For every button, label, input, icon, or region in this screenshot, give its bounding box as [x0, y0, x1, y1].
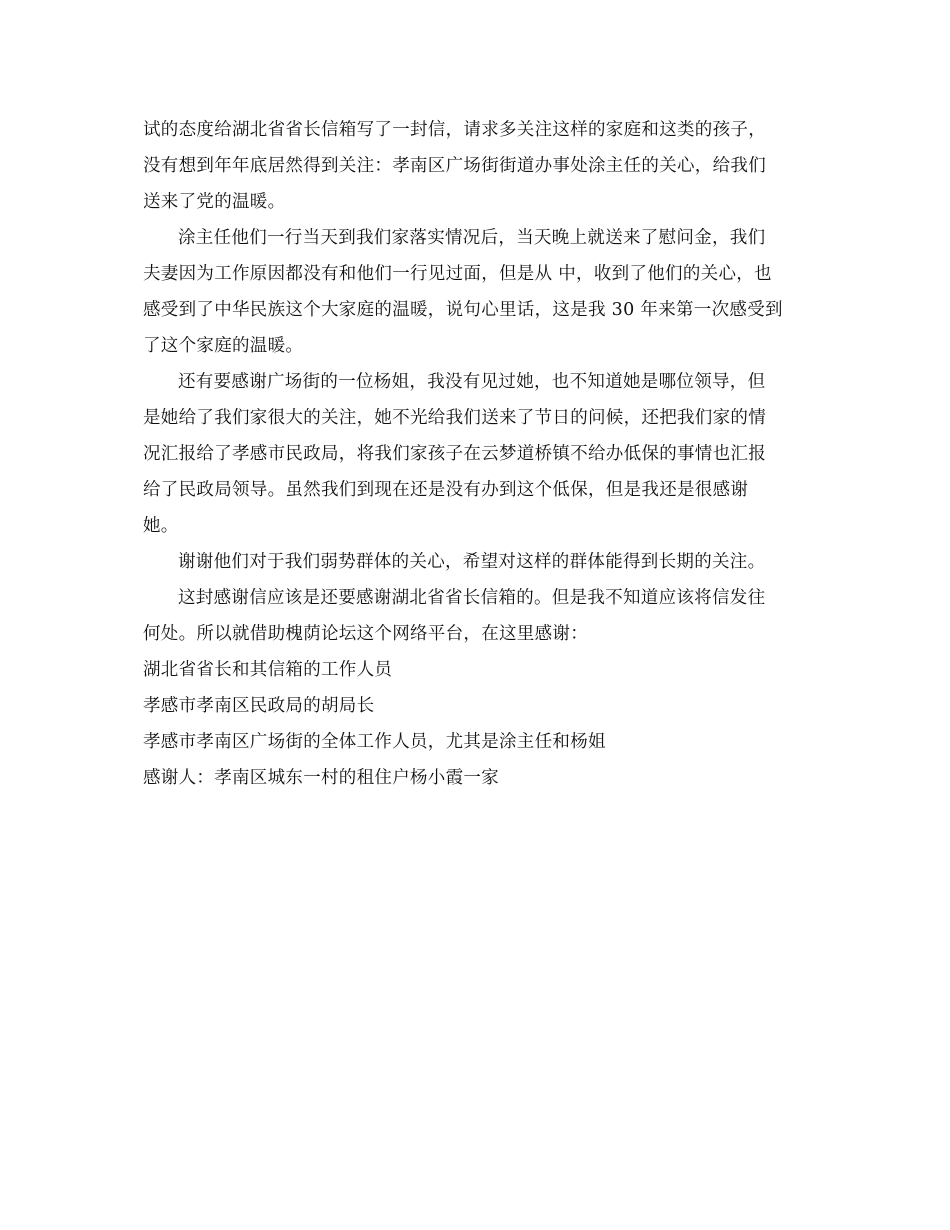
- paragraph-4: [143, 544, 823, 580]
- letter-body: [143, 112, 823, 796]
- paragraph-5: [143, 580, 823, 652]
- text-line: 她。: [143, 516, 179, 536]
- text-line: 试的态度给湖北省省长信箱写了一封信，请求多关注这样的家庭和这类的孩子，: [143, 120, 766, 140]
- text-line: 谢谢他们对于我们弱势群体的关心，希望对这样的群体能得到长期的关注。: [178, 552, 766, 572]
- thanks-item: 孝感市孝南区广场街的全体工作人员，尤其是涂主任和杨姐: [143, 732, 606, 752]
- text-line: 夫妻因为工作原因都没有和他们一行见过面，但是从 中，收到了他们的关心，也: [143, 264, 772, 284]
- text-line: 给了民政局领导。虽然我们到现在还是没有办到这个低保，但是我还是很感谢: [143, 480, 749, 500]
- text-line: 况汇报给了孝感市民政局，将我们家孩子在云梦道桥镇不给办低保的事情也汇报: [143, 444, 766, 464]
- text-line: 还有要感谢广场街的一位杨姐，我没有见过她，也不知道她是哪位领导，但: [178, 372, 766, 392]
- text-line: 感受到了中华民族这个大家庭的温暖，说句心里话，这是我 30 年来第一次感受到: [143, 300, 783, 320]
- paragraph-1: [143, 112, 823, 220]
- text-line: 何处。所以就借助槐荫论坛这个网络平台，在这里感谢：: [143, 624, 588, 644]
- paragraph-3: [143, 364, 823, 544]
- signature-line: 感谢人：孝南区城东一村的租住户杨小霞一家: [143, 768, 499, 788]
- text-line: 涂主任他们一行当天到我们家落实情况后，当天晚上就送来了慰问金，我们: [178, 228, 766, 248]
- text-line: 送来了党的温暖。: [143, 192, 286, 212]
- thanks-item: 孝感市孝南区民政局的胡局长: [143, 696, 375, 716]
- text-line: 了这个家庭的温暖。: [143, 336, 304, 356]
- text-line: 这封感谢信应该是还要感谢湖北省省长信箱的。但是我不知道应该将信发往: [178, 588, 766, 608]
- text-line: 没有想到年年底居然得到关注：孝南区广场街街道办事处涂主任的关心，给我们: [143, 156, 766, 176]
- paragraph-2: [143, 220, 823, 364]
- text-line: 是她给了我们家很大的关注，她不光给我们送来了节日的问候，还把我们家的情: [143, 408, 766, 428]
- thanks-item: 湖北省省长和其信箱的工作人员: [143, 660, 393, 680]
